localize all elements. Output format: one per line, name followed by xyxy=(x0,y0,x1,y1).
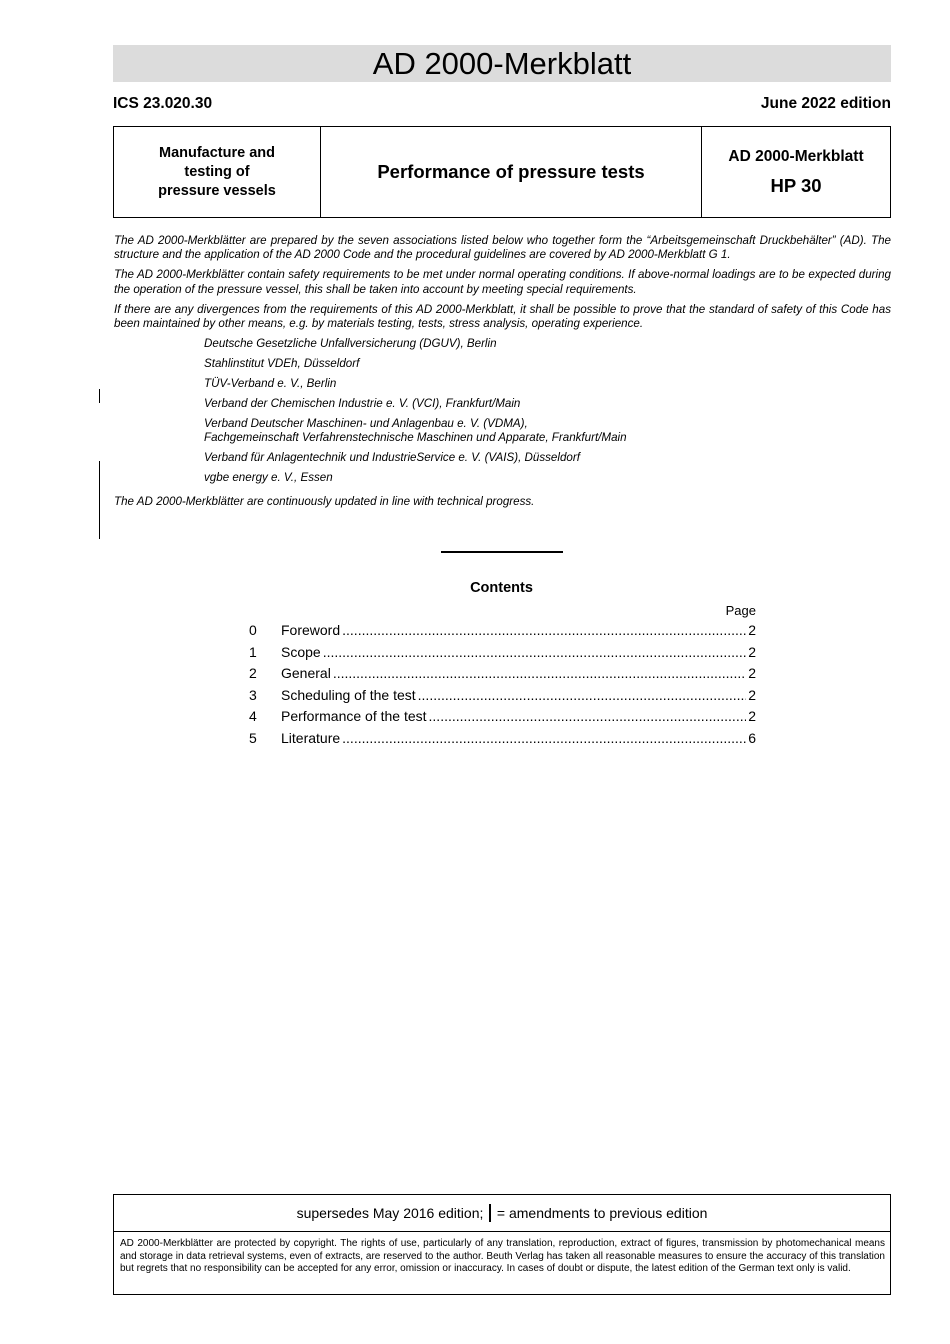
toc-number: 5 xyxy=(249,729,257,746)
association-item: vgbe energy e. V., Essen xyxy=(204,471,333,485)
toc-page-number: 2 xyxy=(748,708,756,724)
association-item: Deutsche Gesetzliche Unfallversicherung (DGUV), Berlin xyxy=(204,337,497,351)
header-code-cell xyxy=(702,127,890,217)
header-code-number: HP 30 xyxy=(770,174,822,196)
intro-paragraph: If there are any divergences from the requirements of this AD 2000-Merkblatt, it shall be possible to prove that the standard of safety of this Code has been maintained by other means, e.g. by materials testing, tests, stress analysis, operating experience. xyxy=(114,302,891,331)
toc-page-number: 6 xyxy=(748,729,756,746)
toc-title: Foreword xyxy=(281,622,341,638)
toc-number: 4 xyxy=(249,708,257,724)
toc-page-number: 2 xyxy=(748,686,756,703)
contents-heading: Contents xyxy=(470,580,533,596)
toc-title: Scheduling of the test xyxy=(281,686,416,703)
section-divider xyxy=(441,551,563,553)
amendment-note: = amendments to previous edition xyxy=(496,1205,708,1221)
toc-number: 3 xyxy=(249,686,257,703)
toc-leader xyxy=(429,708,747,724)
change-bar xyxy=(99,461,100,539)
toc-entry[interactable] xyxy=(249,708,756,730)
document-title: Performance of pressure tests xyxy=(377,161,645,182)
ics-code: ICS 23.020.30 xyxy=(113,95,213,112)
toc-page-number: 2 xyxy=(748,643,756,660)
change-bar xyxy=(99,389,100,403)
footer-box xyxy=(113,1194,891,1295)
change-bar-icon xyxy=(489,1204,491,1222)
toc-title: General xyxy=(281,665,331,681)
association-item: Verband für Anlagentechnik und IndustrieService e. V. (VAIS), Düsseldorf xyxy=(204,451,580,465)
copyright-notice: AD 2000-Merkblätter are protected by copyright. The rights of use, particularly of any translation, reproduction, extract of figures, transmission by photomechanical means and storage in data retrieval systems, even of extracts, are reserved to the author. Beuth Verlag has taken all reasonable measures to ensure the accuracy of this translation but regrets that no responsibility can be accepted for any error, omission or inaccuracy. In cases of doubt or dispute, the latest edition of the German text only is valid. xyxy=(120,1238,885,1275)
toc-leader xyxy=(418,687,747,703)
header-category: Manufacture and testing of pressure vessels xyxy=(158,144,276,199)
association-item: TÜV-Verband e. V., Berlin xyxy=(204,377,337,391)
edition-date: June 2022 edition xyxy=(760,95,891,112)
header-category-cell xyxy=(114,127,321,217)
intro-paragraph: The AD 2000-Merkblätter contain safety requirements to be met under normal operating conditions. If above-normal loadings are to be expected during the operation of the pressure vessel, this shall be taken into account by meeting special requirements. xyxy=(114,268,891,296)
association-list xyxy=(114,337,891,485)
toc-leader xyxy=(323,644,747,660)
association-item: Stahlinstitut VDEh, Düsseldorf xyxy=(204,357,360,371)
toc-entry[interactable] xyxy=(249,644,756,666)
toc-entry[interactable] xyxy=(249,622,756,644)
toc-number: 1 xyxy=(249,643,257,660)
toc-page-number: 2 xyxy=(748,622,756,638)
toc-number: 2 xyxy=(249,665,257,681)
toc-title: Literature xyxy=(281,729,341,746)
table-of-contents xyxy=(249,603,756,751)
toc-number: 0 xyxy=(249,622,257,638)
toc-entry[interactable] xyxy=(249,730,756,752)
toc-leader xyxy=(342,730,746,746)
toc-title: Performance of the test xyxy=(281,708,427,724)
document-header-table xyxy=(113,126,891,218)
toc-entry[interactable] xyxy=(249,687,756,709)
toc-title: Scope xyxy=(281,643,321,660)
toc-entry[interactable] xyxy=(249,665,756,687)
introduction xyxy=(114,234,891,515)
supersedes-text: supersedes May 2016 edition; xyxy=(296,1205,484,1221)
intro-closing: The AD 2000-Merkblätter are continuously updated in line with technical progress. xyxy=(114,495,535,509)
association-item: Verband Deutscher Maschinen- und Anlagenbau e. V. (VDMA), Fachgemeinschaft Verfahrenstechnische Maschinen und Apparate, Frankfurt/Main xyxy=(204,417,627,445)
association-item: Verband der Chemischen Industrie e. V. (VCI), Frankfurt/Main xyxy=(204,397,521,411)
supersedes-note xyxy=(114,1195,890,1232)
document-banner-title: AD 2000-Merkblatt xyxy=(113,45,891,82)
header-title-cell xyxy=(321,127,702,217)
header-code-series: AD 2000-Merkblatt xyxy=(728,147,864,165)
toc-leader xyxy=(342,622,746,638)
toc-page-label: Page xyxy=(725,603,756,618)
toc-page-number: 2 xyxy=(748,665,756,681)
toc-leader xyxy=(333,665,746,681)
intro-paragraph: The AD 2000-Merkblätter are prepared by the seven associations listed below who together form the “Arbeitsgemeinschaft Druckbehälter” (AD). The structure and the application of the AD 2000 Code and the procedural guidelines are covered by AD 2000-Merkblatt G 1. xyxy=(114,234,891,262)
